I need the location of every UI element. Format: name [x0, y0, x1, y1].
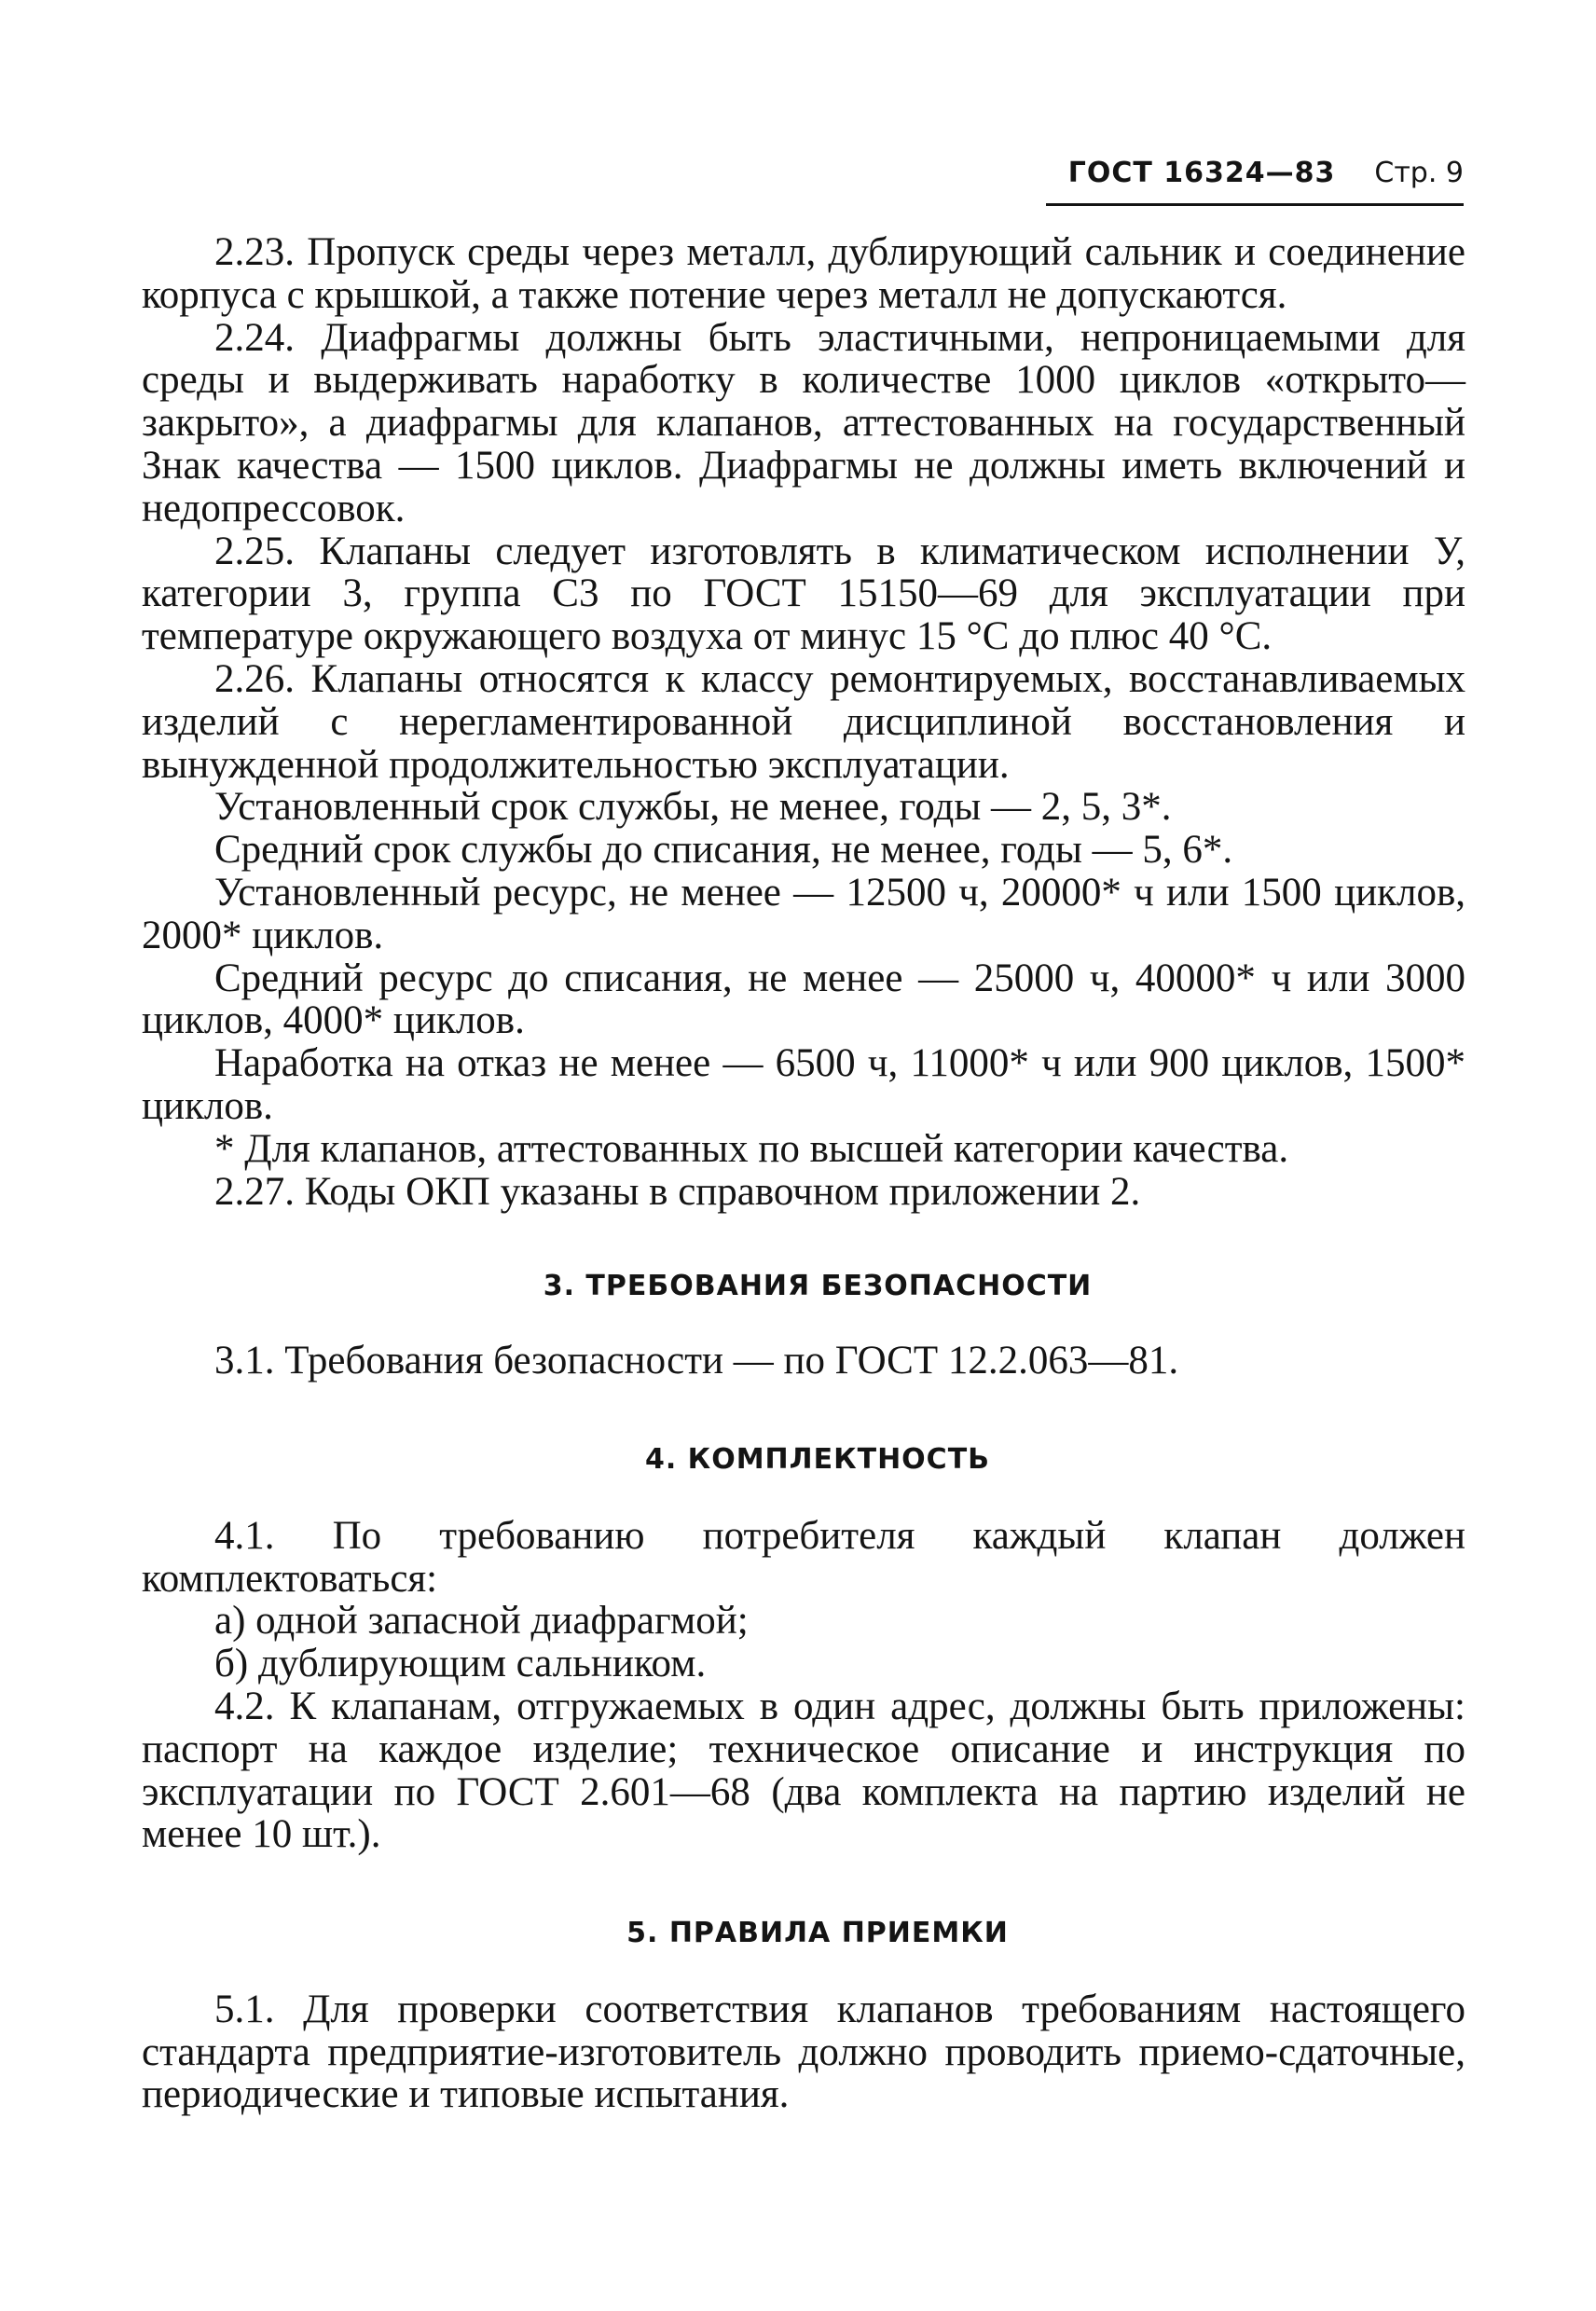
header-rule: [1046, 203, 1464, 206]
paragraph-2-25: 2.25. Клапаны следует изготовлять в климатическом исполнении У, категории 3, группа С3 по ГОСТ 15150—69 для эксплуатации при температуре окружающего воздуха от минус 15 °С до плюс 40 °С.: [142, 529, 1465, 659]
paragraph-resource: Установленный ресурс, не менее — 12500 ч, 20000* ч или 1500 циклов, 2000* циклов.: [142, 870, 1465, 957]
paragraph-4-2: 4.2. К клапанам, отгружаемых в один адрес, должны быть приложены: паспорт на каждое изделие; техническое описание и инструкция по эксплуатации по ГОСТ 2.601—68 (два комплекта на партию изделий не менее 10 шт.).: [142, 1684, 1465, 1857]
spacer: [142, 1382, 1465, 1438]
paragraph-4-1: 4.1. По требованию потребителя каждый клапан должен комплектоваться:: [142, 1513, 1465, 1601]
spacer: [142, 1213, 1465, 1265]
paragraph-4-1-b: б) дублирующим сальником.: [214, 1642, 707, 1686]
paragraph-2-27: 2.27. Коды ОКП указаны в справочном приложении 2.: [214, 1169, 1141, 1214]
spacer: [142, 1955, 1465, 1988]
running-header: [214, 157, 1464, 189]
page-number: Стр. 9: [1374, 157, 1464, 189]
document-body: [142, 231, 1465, 2116]
section-title-3: 3. ТРЕБОВАНИЯ БЕЗОПАСНОСТИ: [543, 1270, 1093, 1303]
paragraph-2-23: 2.23. Пропуск среды через металл, дублирующий сальник и соединение корпуса с крышкой, а также потение через металл не допускаются.: [142, 230, 1465, 317]
paragraph-mtbf: Наработка на отказ не менее — 6500 ч, 11000* ч или 900 циклов, 1500* циклов.: [142, 1041, 1465, 1128]
section-title-5: 5. ПРАВИЛА ПРИЕМКИ: [626, 1917, 1009, 1950]
spacer: [142, 1308, 1465, 1340]
paragraph-mean-service-life: Средний срок службы до списания, не менее, годы — 5, 6*.: [214, 828, 1233, 873]
paragraph-4-1-a: а) одной запасной диафрагмой;: [214, 1599, 749, 1644]
standard-number: ГОСТ 16324—83: [1067, 157, 1336, 189]
paragraph-mean-resource: Средний ресурс до списания, не менее — 25000 ч, 40000* ч или 3000 циклов, 4000* циклов.: [142, 956, 1465, 1043]
section-title-4: 4. КОМПЛЕКТНОСТЬ: [644, 1442, 991, 1476]
paragraph-service-life: Установленный срок службы, не менее, годы — 2, 5, 3*.: [214, 785, 1172, 830]
paragraph-5-1: 5.1. Для проверки соответствия клапанов требованиям настоящего стандарта предприятие-изготовитель должно проводить приемо-сдаточные, периодические и типовые испытания.: [142, 1987, 1465, 2117]
paragraph-footnote: * Для клапанов, аттестованных по высшей категории качества.: [214, 1126, 1289, 1171]
paragraph-2-26: 2.26. Клапаны относятся к классу ремонтируемых, восстанавливаемых изделий с нерегламентированной дисциплиной восстановления и вынужденной продолжительностью эксплуатации.: [142, 656, 1465, 787]
spacer: [142, 1856, 1465, 1912]
spacer: [142, 1481, 1465, 1515]
paragraph-3-1: 3.1. Требования безопасности — по ГОСТ 12.2.063—81.: [214, 1339, 1179, 1383]
paragraph-2-24: 2.24. Диафрагмы должны быть эластичными, непроницаемыми для среды и выдерживать наработку в количестве 1000 циклов «открыто—закрыто», а диафрагмы для клапанов, аттестованных на государственный Знак качества — 1500 циклов. Диафрагмы не должны иметь включений и недопрессовок.: [142, 315, 1465, 530]
